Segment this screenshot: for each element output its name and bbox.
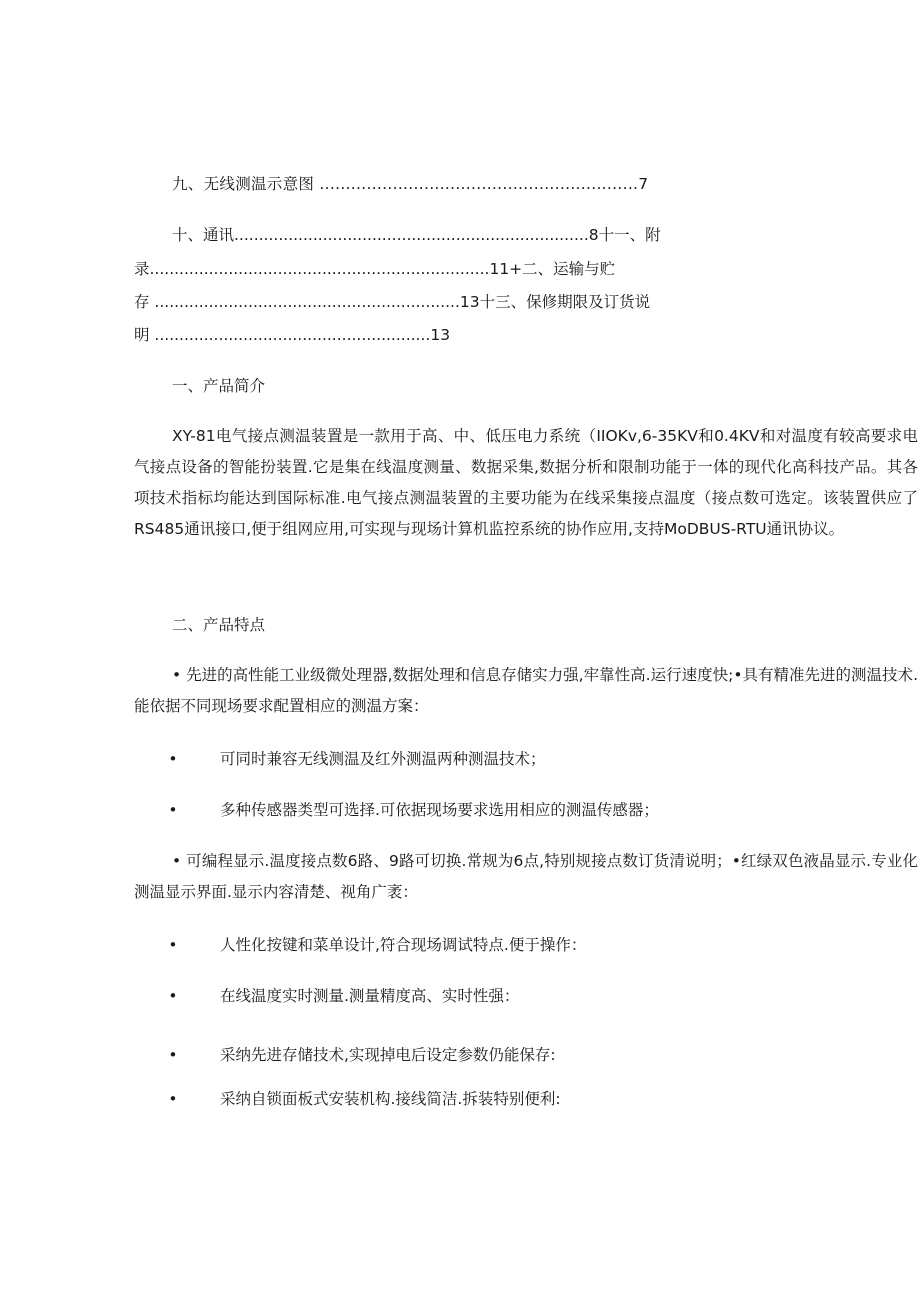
bullet-icon: • [168, 936, 178, 954]
toc-entry-11: 录.....................................................................11+二、运输与贮 [134, 260, 616, 278]
intro-paragraph: XY-81电气接点测温装置是一款用于高、中、低压电力系统（IIOKv,6-35KV和0.4KV和对温度有较高要求电气接点设备的智能扮装置.它是集在线温度测量、数据采集,数据分析和限制功能于一体的现代化高科技产品。其各项技术指标均能达到国际标准.电气接点测温装置的主要功能为在线采集接点温度（接点数可选定。该装置供应了RS485通讯接口,便于组网应用,可实现与现场计算机监控系统的协作应用,支持MoDBUS-RTU通讯协议。 [134, 427, 918, 538]
toc-entry-12: 存 ..............................................................13十三、保修期限及订货说 [134, 293, 651, 311]
bullet-icon: • [168, 801, 178, 819]
feature-item-3: 人性化按键和菜单设计,符合现场调试特点.便于操作： [220, 936, 587, 954]
feature-item-2: 多种传感器类型可选择.可依据现场要求选用相应的测温传感器； [220, 801, 659, 819]
bullet-icon: • [168, 1046, 178, 1064]
section-heading-features: 二、产品特点 [172, 616, 266, 634]
feature-item-5: 采纳先进存储技术,实现掉电后设定参数仍能保存: [220, 1046, 556, 1064]
feature-item-4: 在线温度实时测量.测量精度高、实时性强： [220, 987, 520, 1005]
toc-entry-9: 九、无线测温示意图 .............................................................7 [172, 175, 649, 193]
toc-entry-10: 十、通讯........................................................................8十一、附 [172, 226, 661, 244]
bullet-icon: • [168, 750, 178, 768]
feature-paragraph-1: • 先进的高性能工业级微处理器,数据处理和信息存储实力强,牢靠性高.运行速度快;•具有精准先进的测温技术.能依据不同现场要求配置相应的测温方案： [134, 666, 918, 715]
feature-item-1: 可同时兼容无线测温及红外测温两种测温技术； [220, 750, 546, 768]
feature-paragraph-2: • 可编程显示.温度接点数6路、9路可切换.常规为6点,特别规接点数订货清说明；•红绿双色液晶显示.专业化测温显示界面.显示内容清楚、视角广袤： [134, 852, 918, 901]
toc-entry-13: 明 ........................................................13 [134, 326, 451, 344]
bullet-icon: • [168, 1090, 178, 1108]
bullet-icon: • [168, 987, 178, 1005]
section-heading-intro: 一、产品简介 [172, 377, 266, 395]
feature-item-6: 采纳自锁面板式安装机构.接线简洁.拆装特别便利: [220, 1090, 561, 1108]
